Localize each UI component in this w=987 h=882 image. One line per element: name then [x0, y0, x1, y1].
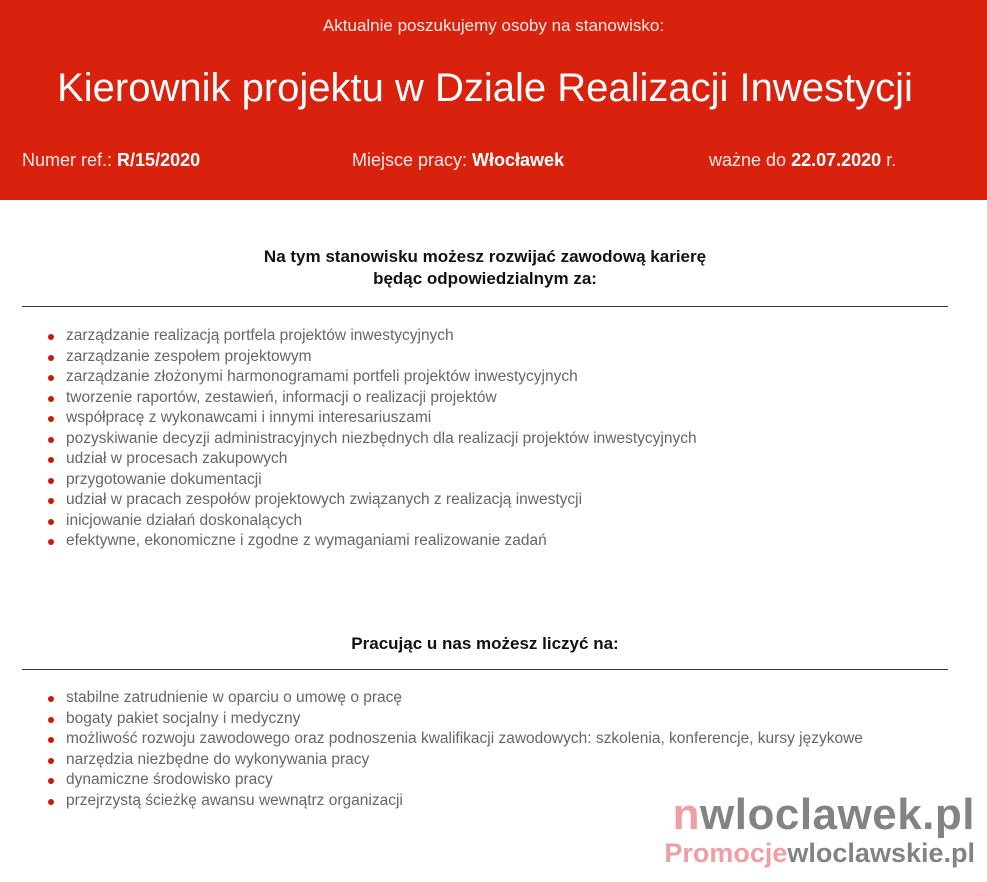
benefits-divider [22, 669, 948, 670]
job-title: Kierownik projektu w Dziale Realizacji Inwestycji [57, 66, 913, 110]
list-item: efektywne, ekonomiczne i zgodne z wymaganiami realizowanie zadań [46, 531, 926, 552]
responsibilities-heading-line1: Na tym stanowisku możesz rozwijać zawodową karierę [263, 247, 707, 266]
location-value: Włocławek [472, 150, 565, 170]
list-item: bogaty pakiet socjalny i medyczny [46, 709, 926, 730]
watermark-nwloclawek [673, 790, 975, 840]
responsibilities-heading-line2: będąc odpowiedzialnym za: [373, 269, 597, 288]
reference-value: R/15/2020 [117, 150, 201, 170]
list-item: zarządzanie realizacją portfela projektów inwestycyjnych [46, 326, 926, 347]
list-item: stabilne zatrudnienie w oparciu o umowę o pracę [46, 688, 926, 709]
list-item: przygotowanie dokumentacji [46, 470, 926, 491]
list-item: inicjowanie działań doskonalących [46, 511, 926, 532]
valid-label: ważne do [709, 150, 787, 170]
list-item: zarządzanie złożonymi harmonogramami portfeli projektów inwestycyjnych [46, 367, 926, 388]
responsibilities-divider [22, 306, 948, 307]
watermark-promo-accent: Promocje [664, 838, 788, 868]
list-item: narzędzia niezbędne do wykonywania pracy [46, 750, 926, 771]
list-item: współpracę z wykonawcami i innymi interesariuszami [46, 408, 926, 429]
list-item: przejrzystą ścieżkę awansu wewnątrz organizacji [46, 791, 926, 812]
responsibilities-list [46, 326, 926, 552]
watermark-accent: n [672, 790, 701, 839]
work-location [352, 150, 564, 171]
list-item: tworzenie raportów, zestawień, informacji o realizacji projektów [46, 388, 926, 409]
valid-suffix: r. [886, 150, 897, 170]
list-item: możliwość rozwoju zawodowego oraz podnoszenia kwalifikacji zawodowych: szkolenia, konferencje, kursy językowe [46, 729, 926, 750]
list-item: udział w pracach zespołów projektowych związanych z realizacją inwestycji [46, 490, 926, 511]
location-label: Miejsce pracy: [352, 150, 468, 170]
responsibilities-heading [0, 246, 970, 290]
watermark-promocje [664, 838, 975, 869]
valid-until [709, 150, 896, 171]
list-item: udział w procesach zakupowych [46, 449, 926, 470]
job-header [0, 0, 987, 200]
reference-number [22, 150, 200, 171]
list-item: dynamiczne środowisko pracy [46, 770, 926, 791]
intro-text: Aktualnie poszukujemy osoby na stanowisko: [322, 16, 665, 35]
watermark-promo-rest: wloclawskie.pl [787, 838, 975, 868]
reference-label: Numer ref.: [22, 150, 113, 170]
list-item: zarządzanie zespołem projektowym [46, 347, 926, 368]
valid-date: 22.07.2020 [791, 150, 882, 170]
list-item: pozyskiwanie decyzji administracyjnych niezbędnych dla realizacji projektów inwestycyjnych [46, 429, 926, 450]
watermark-rest: wloclawek.pl [700, 790, 975, 839]
benefits-heading: Pracując u nas możesz liczyć na: [351, 634, 619, 653]
